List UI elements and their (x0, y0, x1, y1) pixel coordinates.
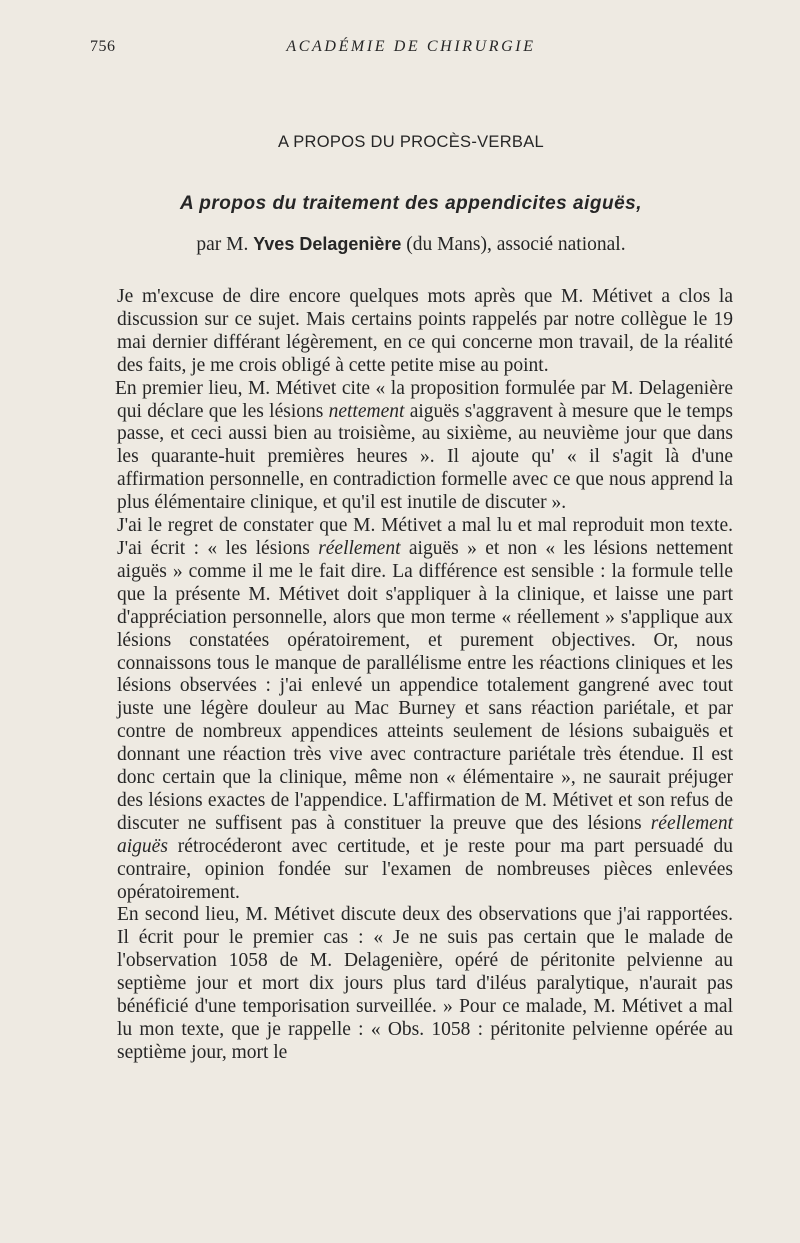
emphasis-text: réellement aiguës (117, 812, 733, 857)
emphasis-text: nettement (328, 400, 405, 422)
page-number: 756 (90, 38, 116, 55)
article-title: A propos du traitement des appendicites aiguës, (180, 193, 642, 214)
running-head (90, 38, 732, 60)
paragraph-text: rétrocéderont avec certitude, et je reste pour ma part persuadé du contraire, opinion fondée sur l'examen de nombreuses pièces enlevées opératoirement. (117, 835, 733, 903)
byline-prefix: par M. (196, 234, 249, 255)
section-title: A PROPOS DU PROCÈS-VERBAL (277, 133, 545, 151)
body-paragraph (117, 286, 733, 378)
author-name: Yves Delagenière (253, 234, 402, 254)
byline (90, 234, 732, 256)
body-paragraph (117, 904, 733, 1064)
article-body (117, 286, 733, 1065)
journal-title: ACADÉMIE DE CHIRURGIE (286, 38, 536, 55)
paragraph-text: En premier lieu, M. Métivet cite « la proposition formulée par M. Delagenière qui déclare que les lésions (115, 377, 733, 422)
byline-suffix: (du Mans), associé national. (406, 234, 626, 255)
paragraph-text: J'ai le regret de constater que M. Métivet a mal lu et mal reproduit mon texte. J'ai écrit : « les lésions (117, 515, 733, 559)
paragraph-text: aiguës » et non « les lésions nettement aiguës » comme il me le fait dire. La différence est sensible : la formule telle que la présente M. Métivet doit s'appliquer à la clinique, et laisse une part d'appréciation personnelle, alors que mon terme « réellement » s'applique aux lésions constatées opératoirement, et purement objectives. Or, nous connaissons tous le manque de parallélisme entre les réactions cliniques et les lésions observées : j'ai enlevé un appendice totalement gangrené avec tout juste une légère douleur au Mac Burney et sans réaction pariétale, et par contre de nombreux appendices atteints seulement de lésions subaiguës et donnant une réaction très vive avec contracture pariétale très étendue. Il est donc certain que la clinique, même non « élémentaire », ne saurait préjuger des lésions exactes de l'appendice. L'affirmation de M. Métivet et son refus de discuter ne suffisent pas à constituer la preuve que des lésions (117, 537, 733, 834)
paragraph-text: En second lieu, M. Métivet discute deux des observations que j'ai rapportées. Il écrit pour le premier cas : « Je ne suis pas certain que le malade de l'observation 1058 de M. Delagenière, opéré de péritonite pelvienne au septième jour et mort dix jours plus tard d'iléus paralytique, n'aurait pas bénéficié d'une temporisation surveillée. » Pour ce malade, M. Métivet a mal lu mon texte, que je rappelle : « Obs. 1058 : péritonite pelvienne opérée au septième jour, mort le (117, 904, 733, 1063)
body-paragraph (117, 515, 733, 904)
body-paragraph (117, 378, 733, 515)
paragraph-text: Je m'excuse de dire encore quelques mots après que M. Métivet a clos la discussion sur ce sujet. Mais certains points rappelés par notre collègue le 19 mai dernier différant légèrement, en ce qui concerne mon travail, de la réalité des faits, je me crois obligé à cette petite mise au point. (117, 286, 733, 376)
paragraph-text: aiguës s'aggravent à mesure que le temps passe, et ceci aussi bien au troisième, au sixième, au neuvième jour que dans les quarante-huit premières heures ». Il ajoute qu' « il s'agit là d'une affirmation personnelle, en contradiction formelle avec ce que nous apprend la plus élémentaire clinique, et qu'il est inutile de discuter ». (117, 400, 733, 514)
emphasis-text: réellement (318, 537, 401, 559)
